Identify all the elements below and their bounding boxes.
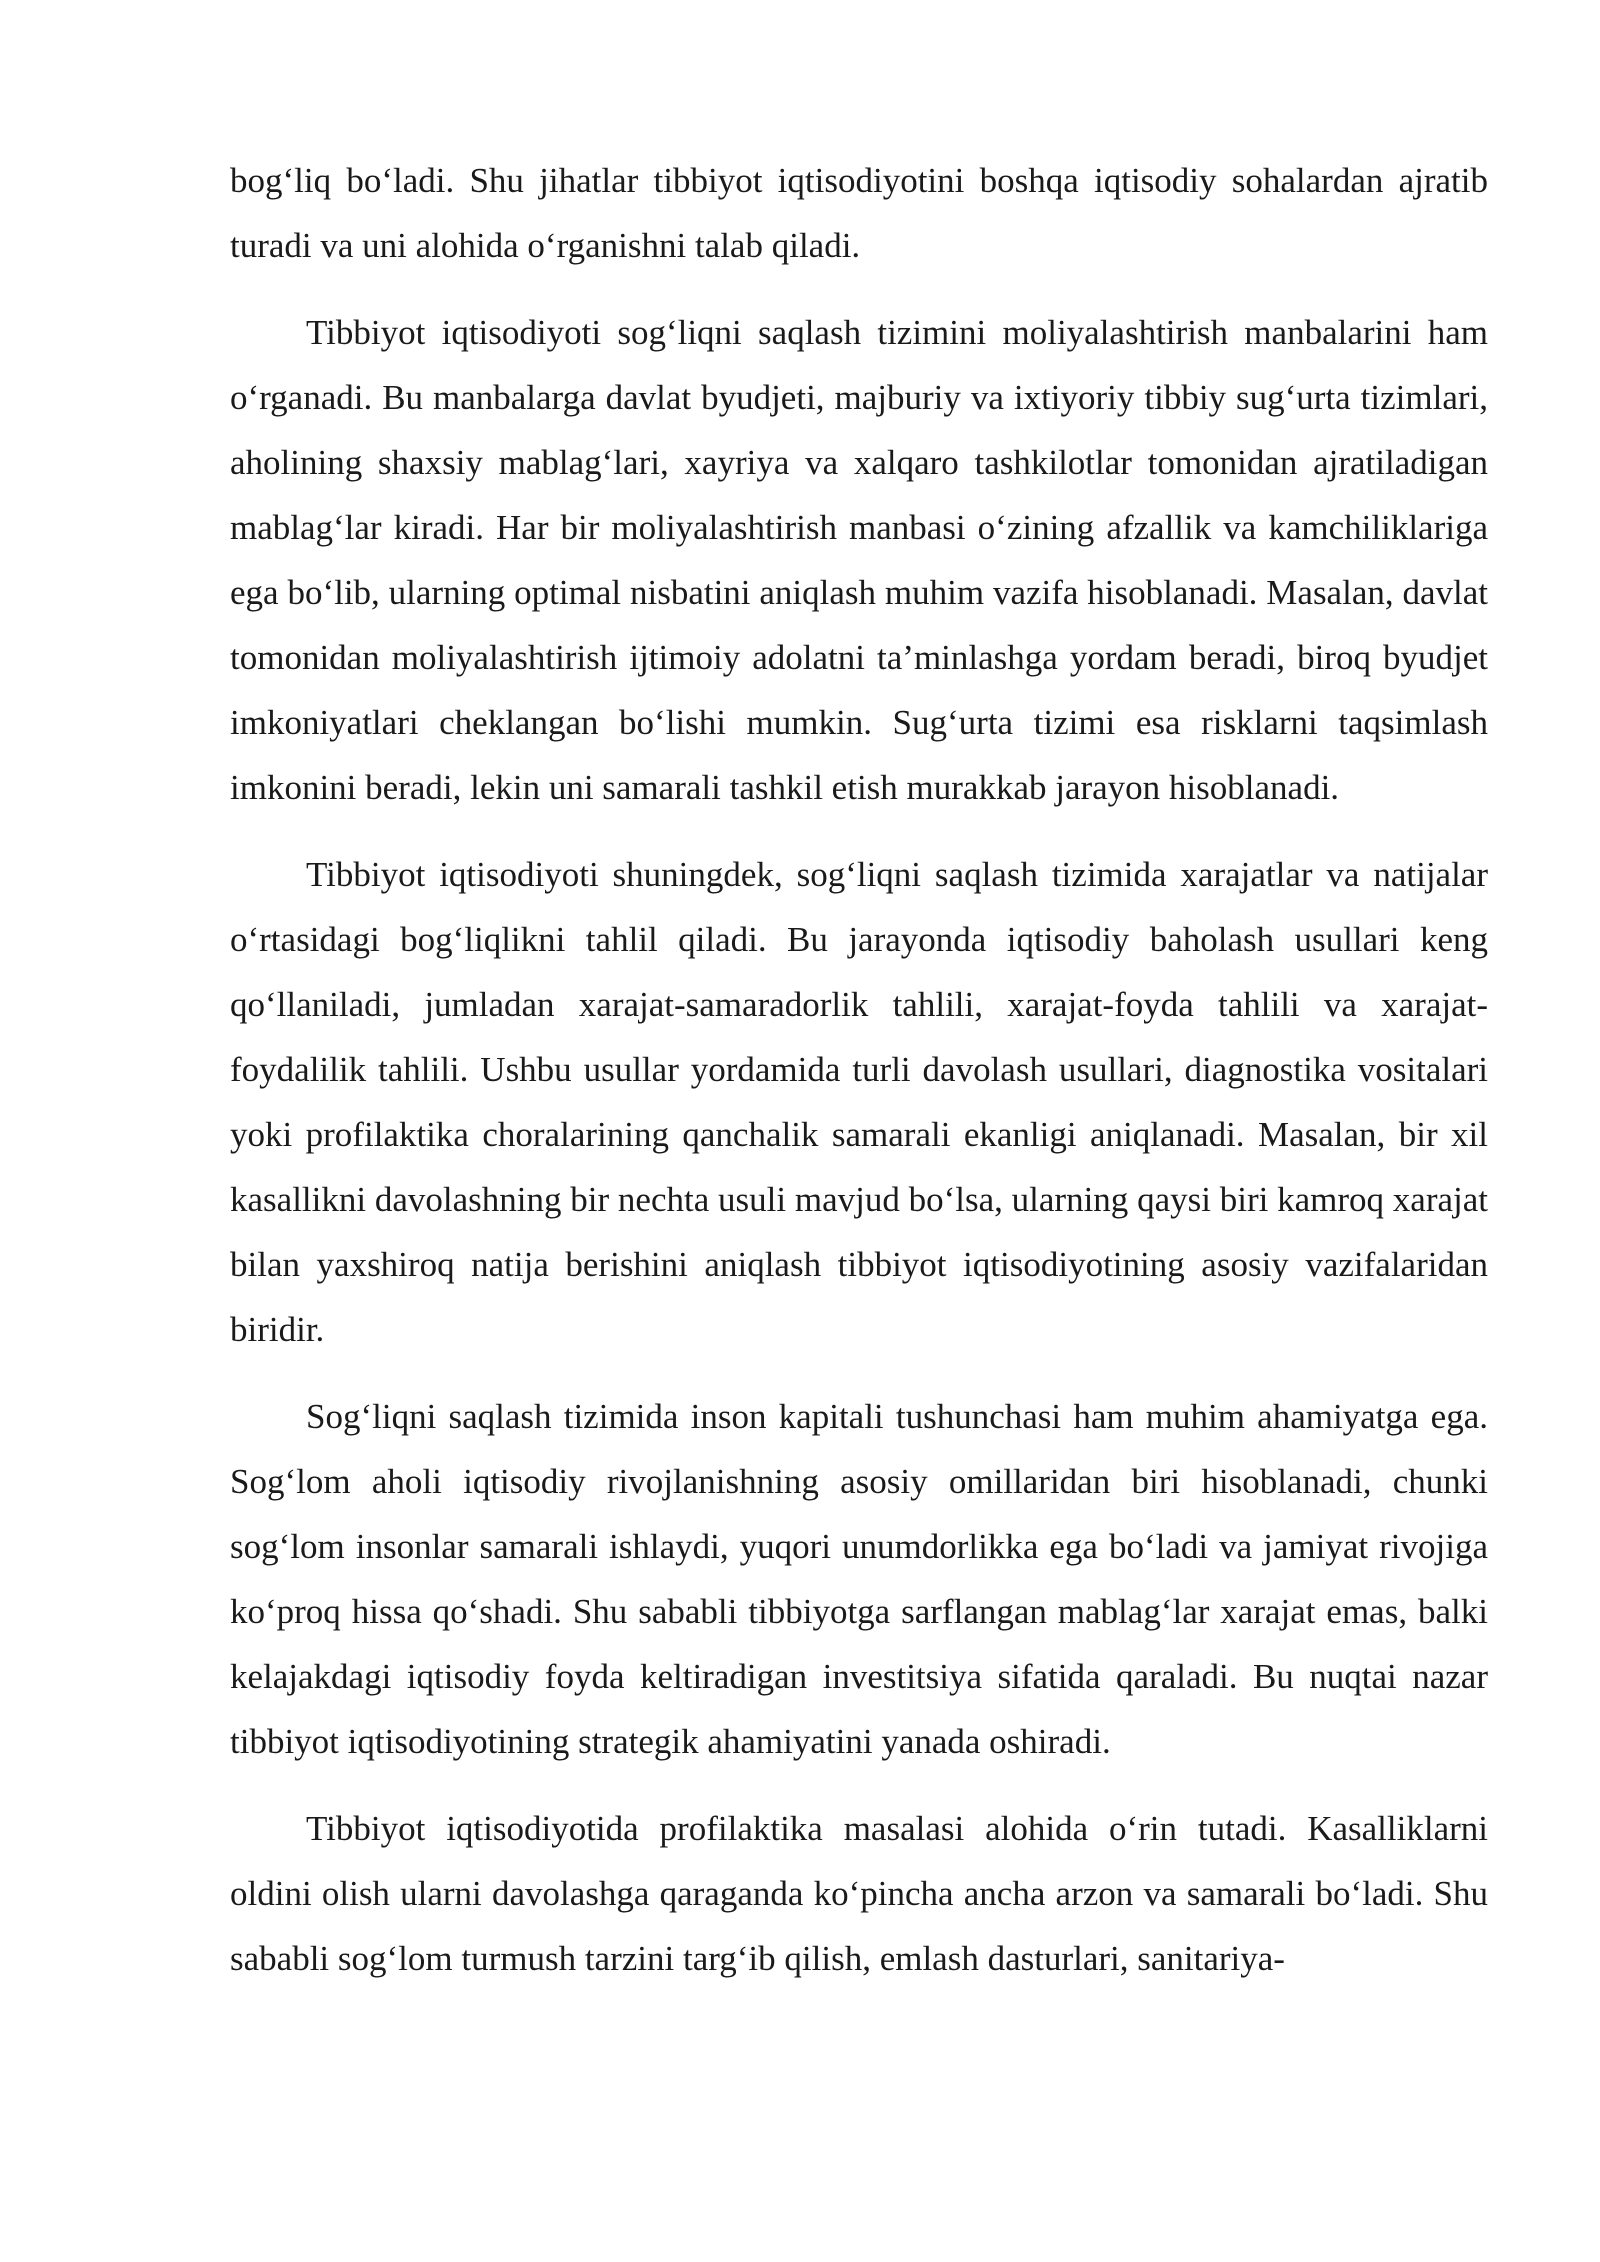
document-body (230, 148, 1488, 2013)
paragraph-continued: bog‘liq bo‘ladi. Shu jihatlar tibbiyot iqtisodiyotini boshqa iqtisodiy sohalardan ajratib turadi va uni alohida o‘rganishni talab qiladi. (230, 161, 1488, 265)
paragraph-financing-sources: Tibbiyot iqtisodiyoti sog‘liqni saqlash tizimini moliyalashtirish manbalarini ham o‘rganadi. Bu manbalarga davlat byudjeti, majburiy va ixtiyoriy tibbiy sug‘urta tizimlari, aholining shaxsiy mablag‘lari, xayriya va xalqaro tashkilotlar tomonidan ajratiladigan mablag‘lar kiradi. Har bir moliyalashtirish manbasi o‘zining afzallik va kamchiliklariga ega bo‘lib, ularning optimal nisbatini aniqlash muhim vazifa hisoblanadi. Masalan, davlat tomonidan moliyalashtirish ijtimoiy adolatni ta’minlashga yordam beradi, biroq byudjet imkoniyatlari cheklangan bo‘lishi mumkin. Sug‘urta tizimi esa risklarni taqsimlash imkonini beradi, lekin uni samarali tashkil etish murakkab jarayon hisoblanadi. (230, 313, 1488, 807)
paragraph-cost-analysis: Tibbiyot iqtisodiyoti shuningdek, sog‘liqni saqlash tizimida xarajatlar va natijalar o‘rtasidagi bog‘liqlikni tahlil qiladi. Bu jarayonda iqtisodiy baholash usullari keng qo‘llaniladi, jumladan xarajat-samaradorlik tahlili, xarajat-foyda tahlili va xarajat-foydalilik tahlili. Ushbu usullar yordamida turli davolash usullari, diagnostika vositalari yoki profilaktika choralarining qanchalik samarali ekanligi aniqlanadi. Masalan, bir xil kasallikni davolashning bir nechta usuli mavjud bo‘lsa, ularning qaysi biri kamroq xarajat bilan yaxshiroq natija berishini aniqlash tibbiyot iqtisodiyotining asosiy vazifalaridan biridir. (230, 855, 1488, 1349)
paragraph-human-capital: Sog‘liqni saqlash tizimida inson kapitali tushunchasi ham muhim ahamiyatga ega. Sog‘lom aholi iqtisodiy rivojlanishning asosiy omillaridan biri hisoblanadi, chunki sog‘lom insonlar samarali ishlaydi, yuqori unumdorlikka ega bo‘ladi va jamiyat rivojiga ko‘proq hissa qo‘shadi. Shu sababli tibbiyotga sarflangan mablag‘lar xarajat emas, balki kelajakdagi iqtisodiy foyda keltiradigan investitsiya sifatida qaraladi. Bu nuqtai nazar tibbiyot iqtisodiyotining strategik ahamiyatini yanada oshiradi. (230, 1397, 1488, 1761)
paragraph-prevention: Tibbiyot iqtisodiyotida profilaktika masalasi alohida o‘rin tutadi. Kasalliklarni oldini olish ularni davolashga qaraganda ko‘pincha ancha arzon va samarali bo‘ladi. Shu sababli sog‘lom turmush tarzini targ‘ib qilish, emlash dasturlari, sanitariya- (230, 1809, 1488, 1978)
